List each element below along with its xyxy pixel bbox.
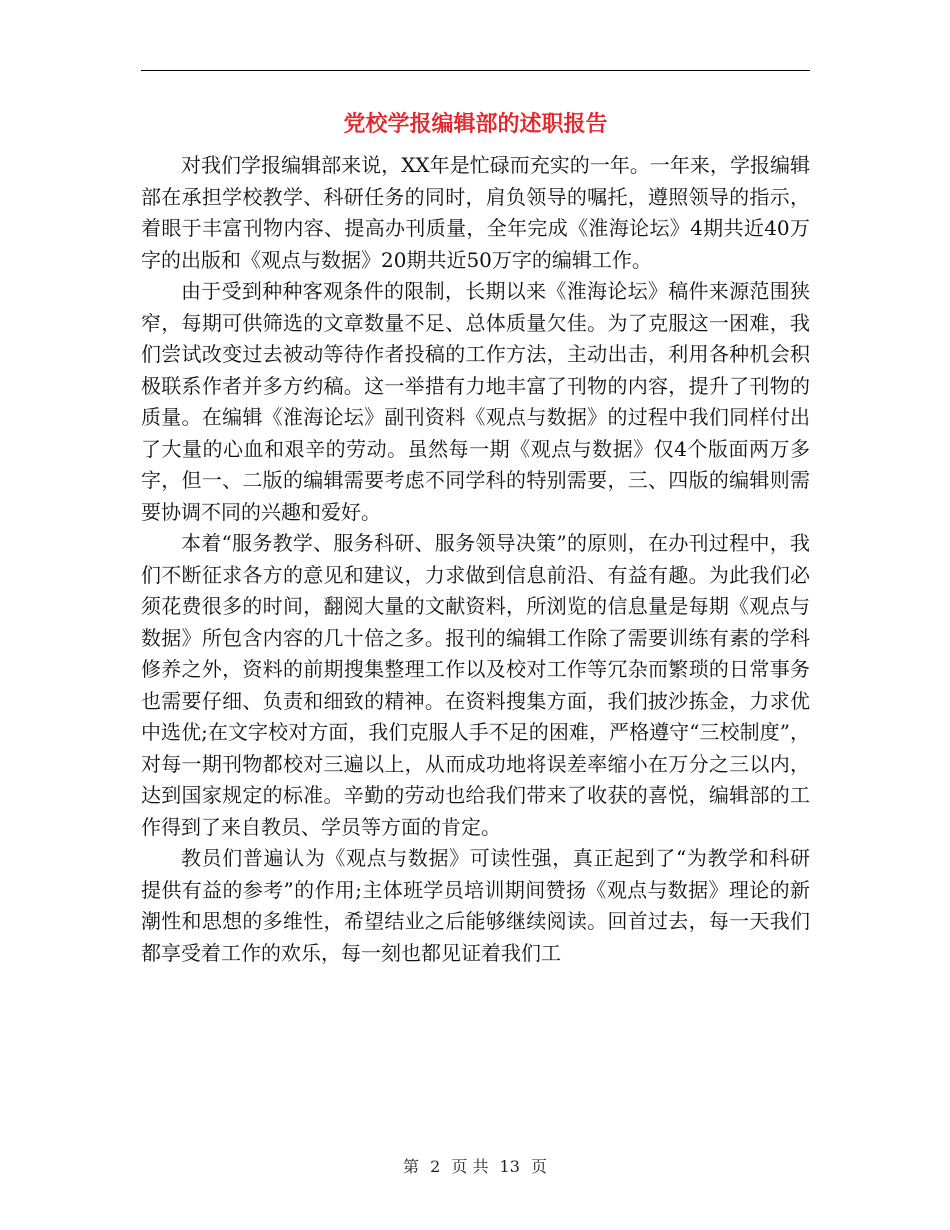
header-rule <box>141 70 810 71</box>
footer-suffix: 页 <box>531 1157 548 1176</box>
document-body <box>141 150 810 969</box>
paragraph-4: 教员们普遍认为《观点与数据》可读性强，真正起到了“为教学和科研提供有益的参考”的作用;主体班学员培训期间赞扬《观点与数据》理论的新潮性和思想的多维性，希望结业之后能够继续阅读。回首过去，每一天我们都享受着工作的欢乐，每一刻也都见证着我们工 <box>141 846 810 965</box>
paragraph-3: 本着“服务教学、服务科研、服务领导决策”的原则，在办刊过程中，我们不断征求各方的意见和建议，力求做到信息前沿、有益有趣。为此我们必须花费很多的时间，翻阅大量的文献资料，所浏览的信息量是每期《观点与数据》所包含内容的几十倍之多。报刊的编辑工作除了需要训练有素的学科修养之外，资料的前期搜集整理工作以及校对工作等冗杂而繁琐的日常事务也需要仔细、负责和细致的精神。在资料搜集方面，我们披沙拣金，力求优中选优;在文字校对方面，我们克服人手不足的困难，严格遵守“三校制度”，对每一期刊物都校对三遍以上，从而成功地将误差率缩小在万分之三以内，达到国家规定的标准。辛勤的劳动也给我们带来了收获的喜悦，编辑部的工作得到了来自教员、学员等方面的肯定。 <box>141 531 810 839</box>
footer-page-number: 2 <box>430 1157 441 1176</box>
document-title: 党校学报编辑部的述职报告 <box>343 111 608 137</box>
footer-mid: 页 共 <box>451 1157 489 1176</box>
footer-total-pages: 13 <box>499 1157 520 1176</box>
footer-prefix: 第 <box>402 1157 419 1176</box>
paragraph-2: 由于受到种种客观条件的限制，长期以来《淮海论坛》稿件来源范围狭窄，每期可供筛选的文章数量不足、总体质量欠佳。为了克服这一困难，我们尝试改变过去被动等待作者投稿的工作方法，主动出击，利用各种机会积极联系作者并多方约稿。这一举措有力地丰富了刊物的内容，提升了刊物的质量。在编辑《淮海论坛》副刊资料《观点与数据》的过程中我们同样付出了大量的心血和艰辛的劳动。虽然每一期《观点与数据》仅4个版面两万多字，但一、二版的编辑需要考虑不同学科的特别需要，三、四版的编辑则需要协调不同的兴趣和爱好。 <box>141 279 810 524</box>
paragraph-1: 对我们学报编辑部来说，XX年是忙碌而充实的一年。一年来，学报编辑部在承担学校教学、科研任务的同时，肩负领导的嘱托，遵照领导的指示，着眼于丰富刊物内容、提高办刊质量，全年完成《淮海论坛》4期共近40万字的出版和《观点与数据》20期共近50万字的编辑工作。 <box>141 153 810 272</box>
page-footer <box>0 1154 950 1177</box>
